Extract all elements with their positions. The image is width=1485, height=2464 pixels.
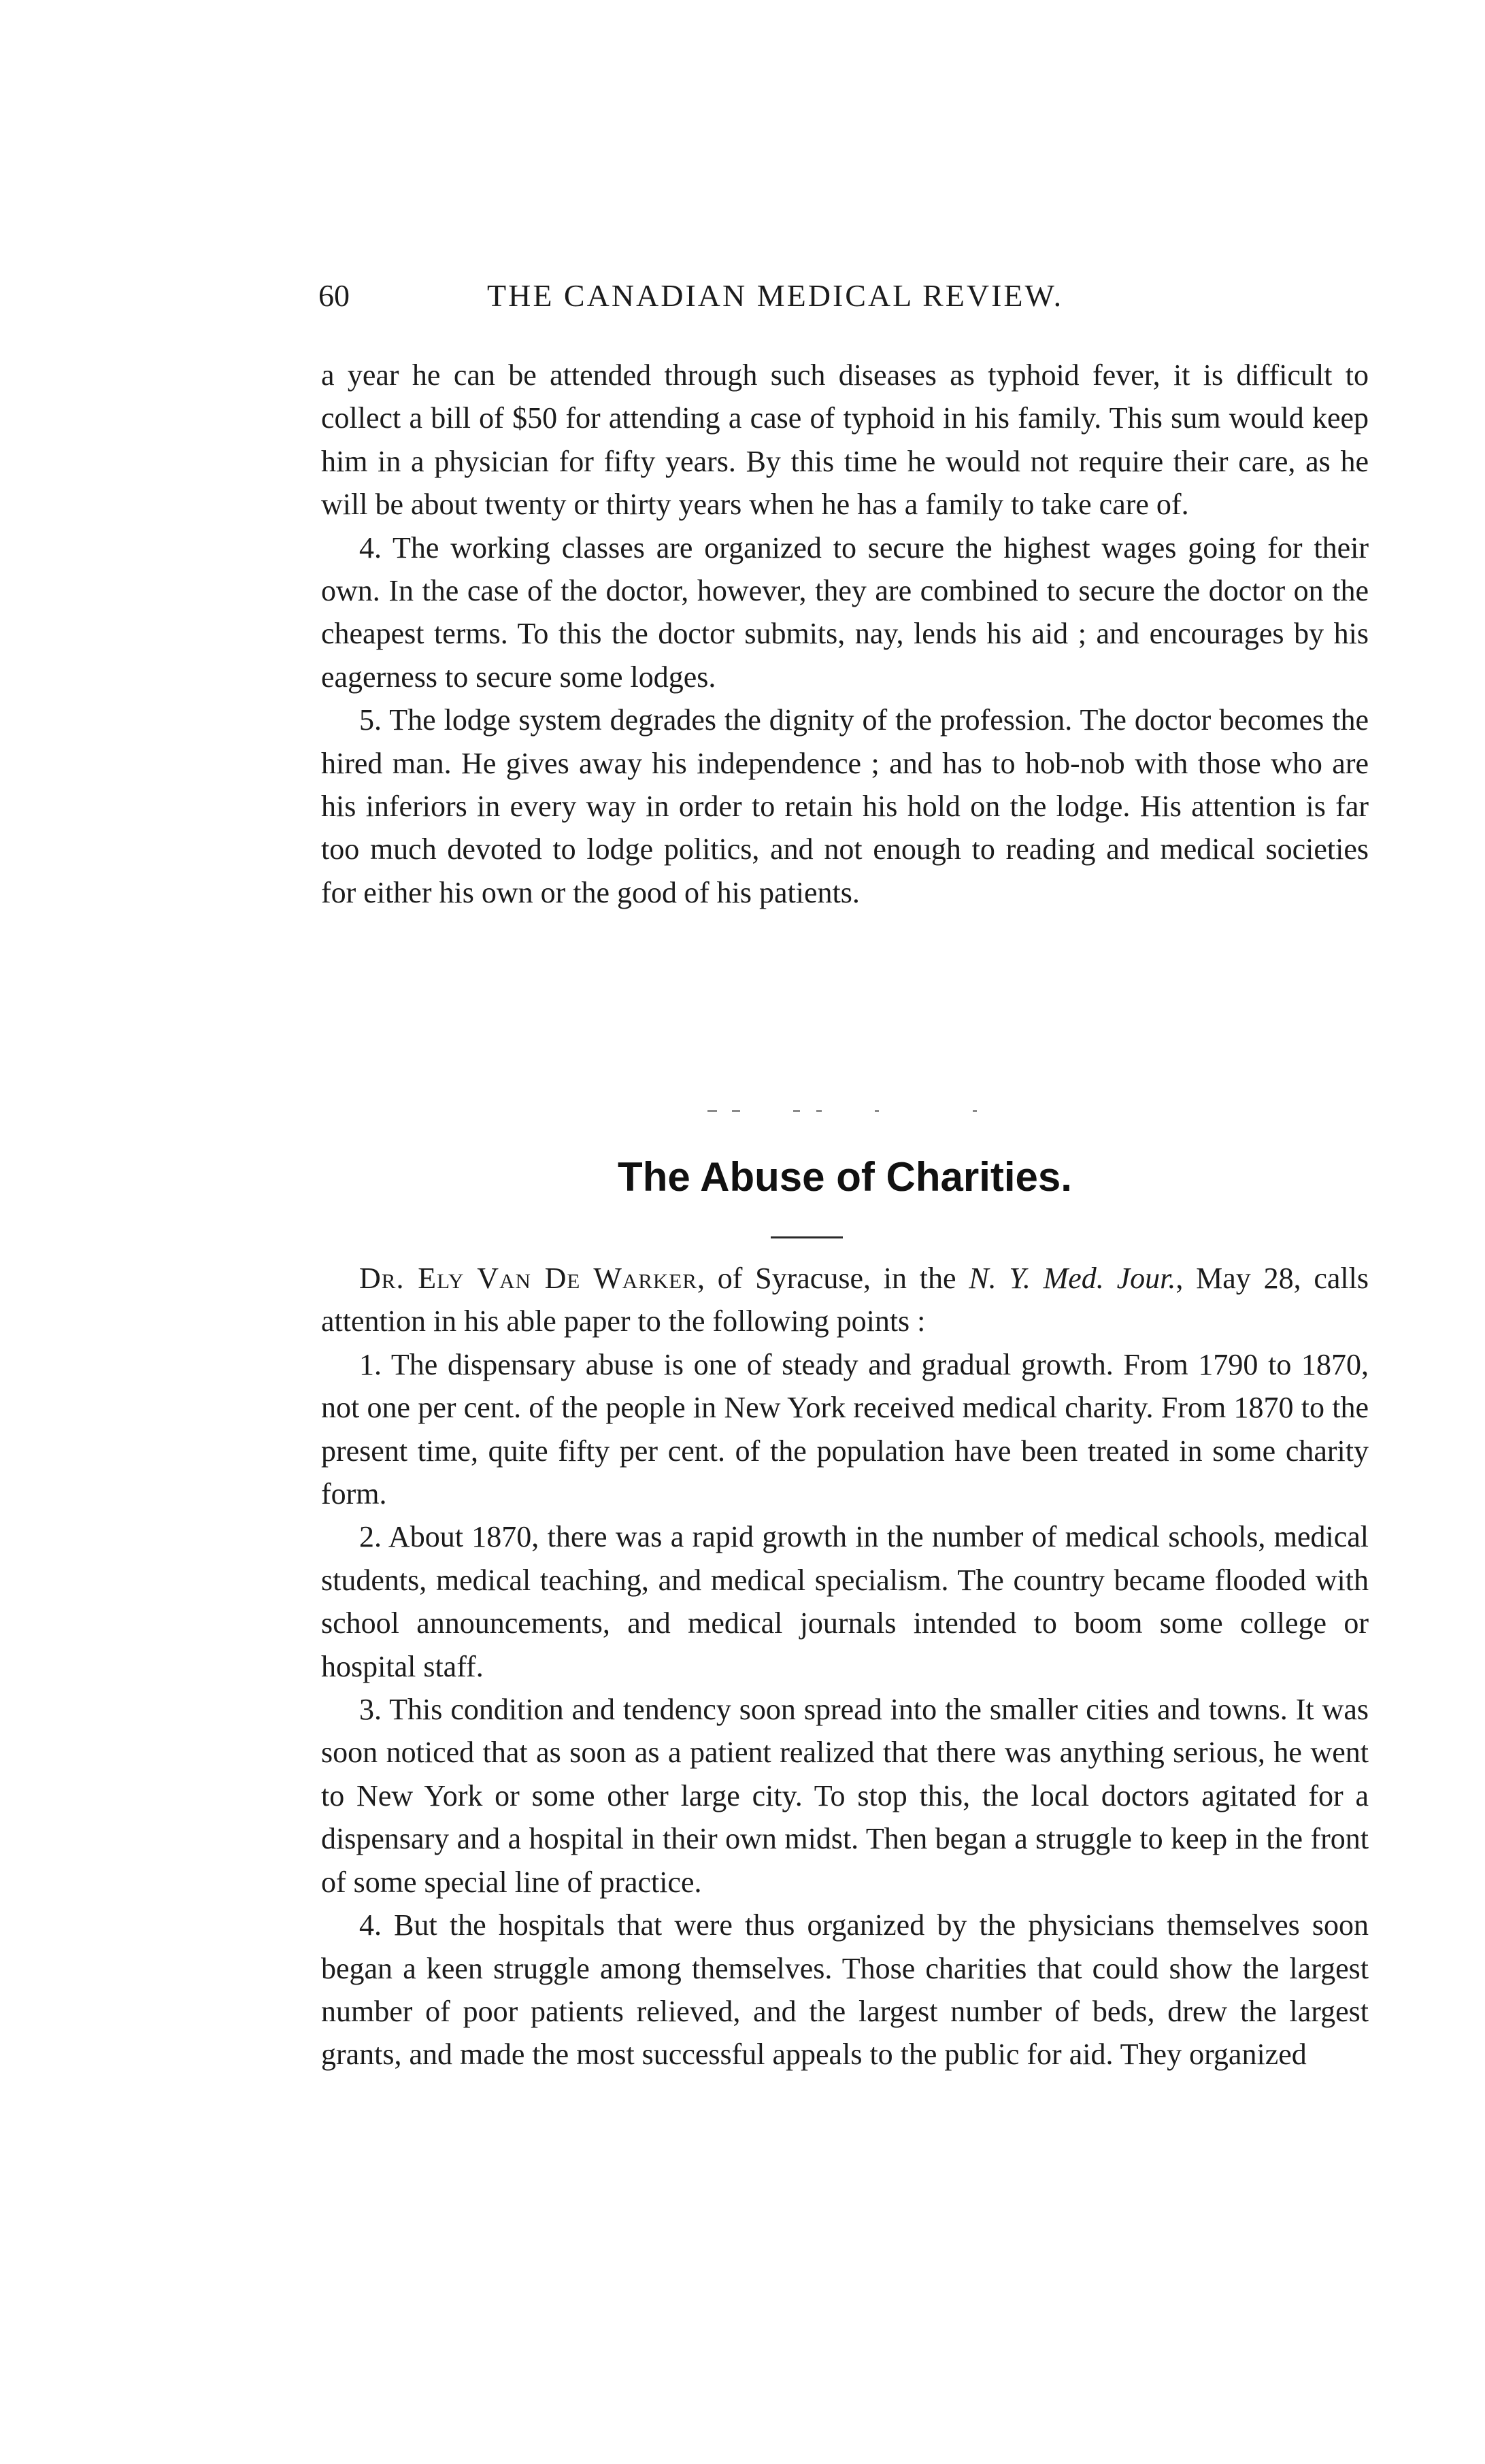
- continued-text: [321, 354, 1369, 914]
- title-rule: [771, 1236, 843, 1238]
- intro-paragraph: Dr. Ely Van De Warker, of Syracuse, in the N. Y. Med. Jour., May 28, calls attention in his able paper to the following points :: [321, 1262, 1369, 1338]
- paragraph: a year he can be attended through such diseases as typhoid fever, it is difficult to collect a bill of $50 for attending a case of typhoid in his family. This sum would keep him in a physician for fifty years. By this time he would not require their care, as he will be about twenty or thirty years when he has a family to take care of.: [321, 358, 1369, 522]
- paragraph: 4. The working classes are organized to secure the highest wages going for their own. In the case of the doctor, however, they are combined to secure the doctor on the cheapest terms. To this the doctor submits, nay, lends his aid ; and encourages by his eagerness to secure some lodges.: [321, 530, 1369, 694]
- paragraph: 5. The lodge system degrades the dignity of the profession. The doctor becomes the hired man. He gives away his independence ; and has to hob-nob with those who are his inferiors in every way in order to retain his hold on the lodge. His attention is far too much devoted to lodge politics, and not enough to reading and medical societies for either his own or the good of his patients.: [321, 703, 1369, 909]
- page-number: 60: [318, 278, 350, 313]
- point-paragraph: 3. This condition and tendency soon spread into the smaller cities and towns. It was soon noticed that as soon as a patient realized that there was anything serious, he went to New York or some other large city. To stop this, the local doctors agitated for a dispensary and a hospital in their own midst. Then began a struggle to keep in the front of some special line of practice.: [321, 1693, 1369, 1899]
- point-paragraph: 1. The dispensary abuse is one of steady and gradual growth. From 1790 to 1870, not one per cent. of the people in New York received medical charity. From 1870 to the present time, quite fifty per cent. of the population have been treated in some charity form.: [321, 1347, 1369, 1511]
- article-body: [321, 1257, 1369, 2076]
- point-paragraph: 4. But the hospitals that were thus organized by the physicians themselves soon began a keen struggle among themselves. Those charities that could show the largest number of poor patients relieved, and the largest number of beds, drew the largest grants, and made the most successful appeals to the public for aid. They organized: [321, 1908, 1369, 2072]
- journal-citation: N. Y. Med. Jour.: [969, 1262, 1176, 1295]
- article-title: The Abuse of Charities.: [618, 1154, 1072, 1200]
- section-separator: [707, 1110, 993, 1114]
- running-head: [318, 277, 1366, 325]
- journal-title: THE CANADIAN MEDICAL REVIEW.: [487, 278, 1064, 313]
- point-paragraph: 2. About 1870, there was a rapid growth in the number of medical schools, medical students, medical teaching, and medical specialism. The country became flooded with school announcements, and medical journals intended to boom some college or hospital staff.: [321, 1520, 1369, 1683]
- author-name: Dr. Ely Van De Warker: [359, 1262, 697, 1295]
